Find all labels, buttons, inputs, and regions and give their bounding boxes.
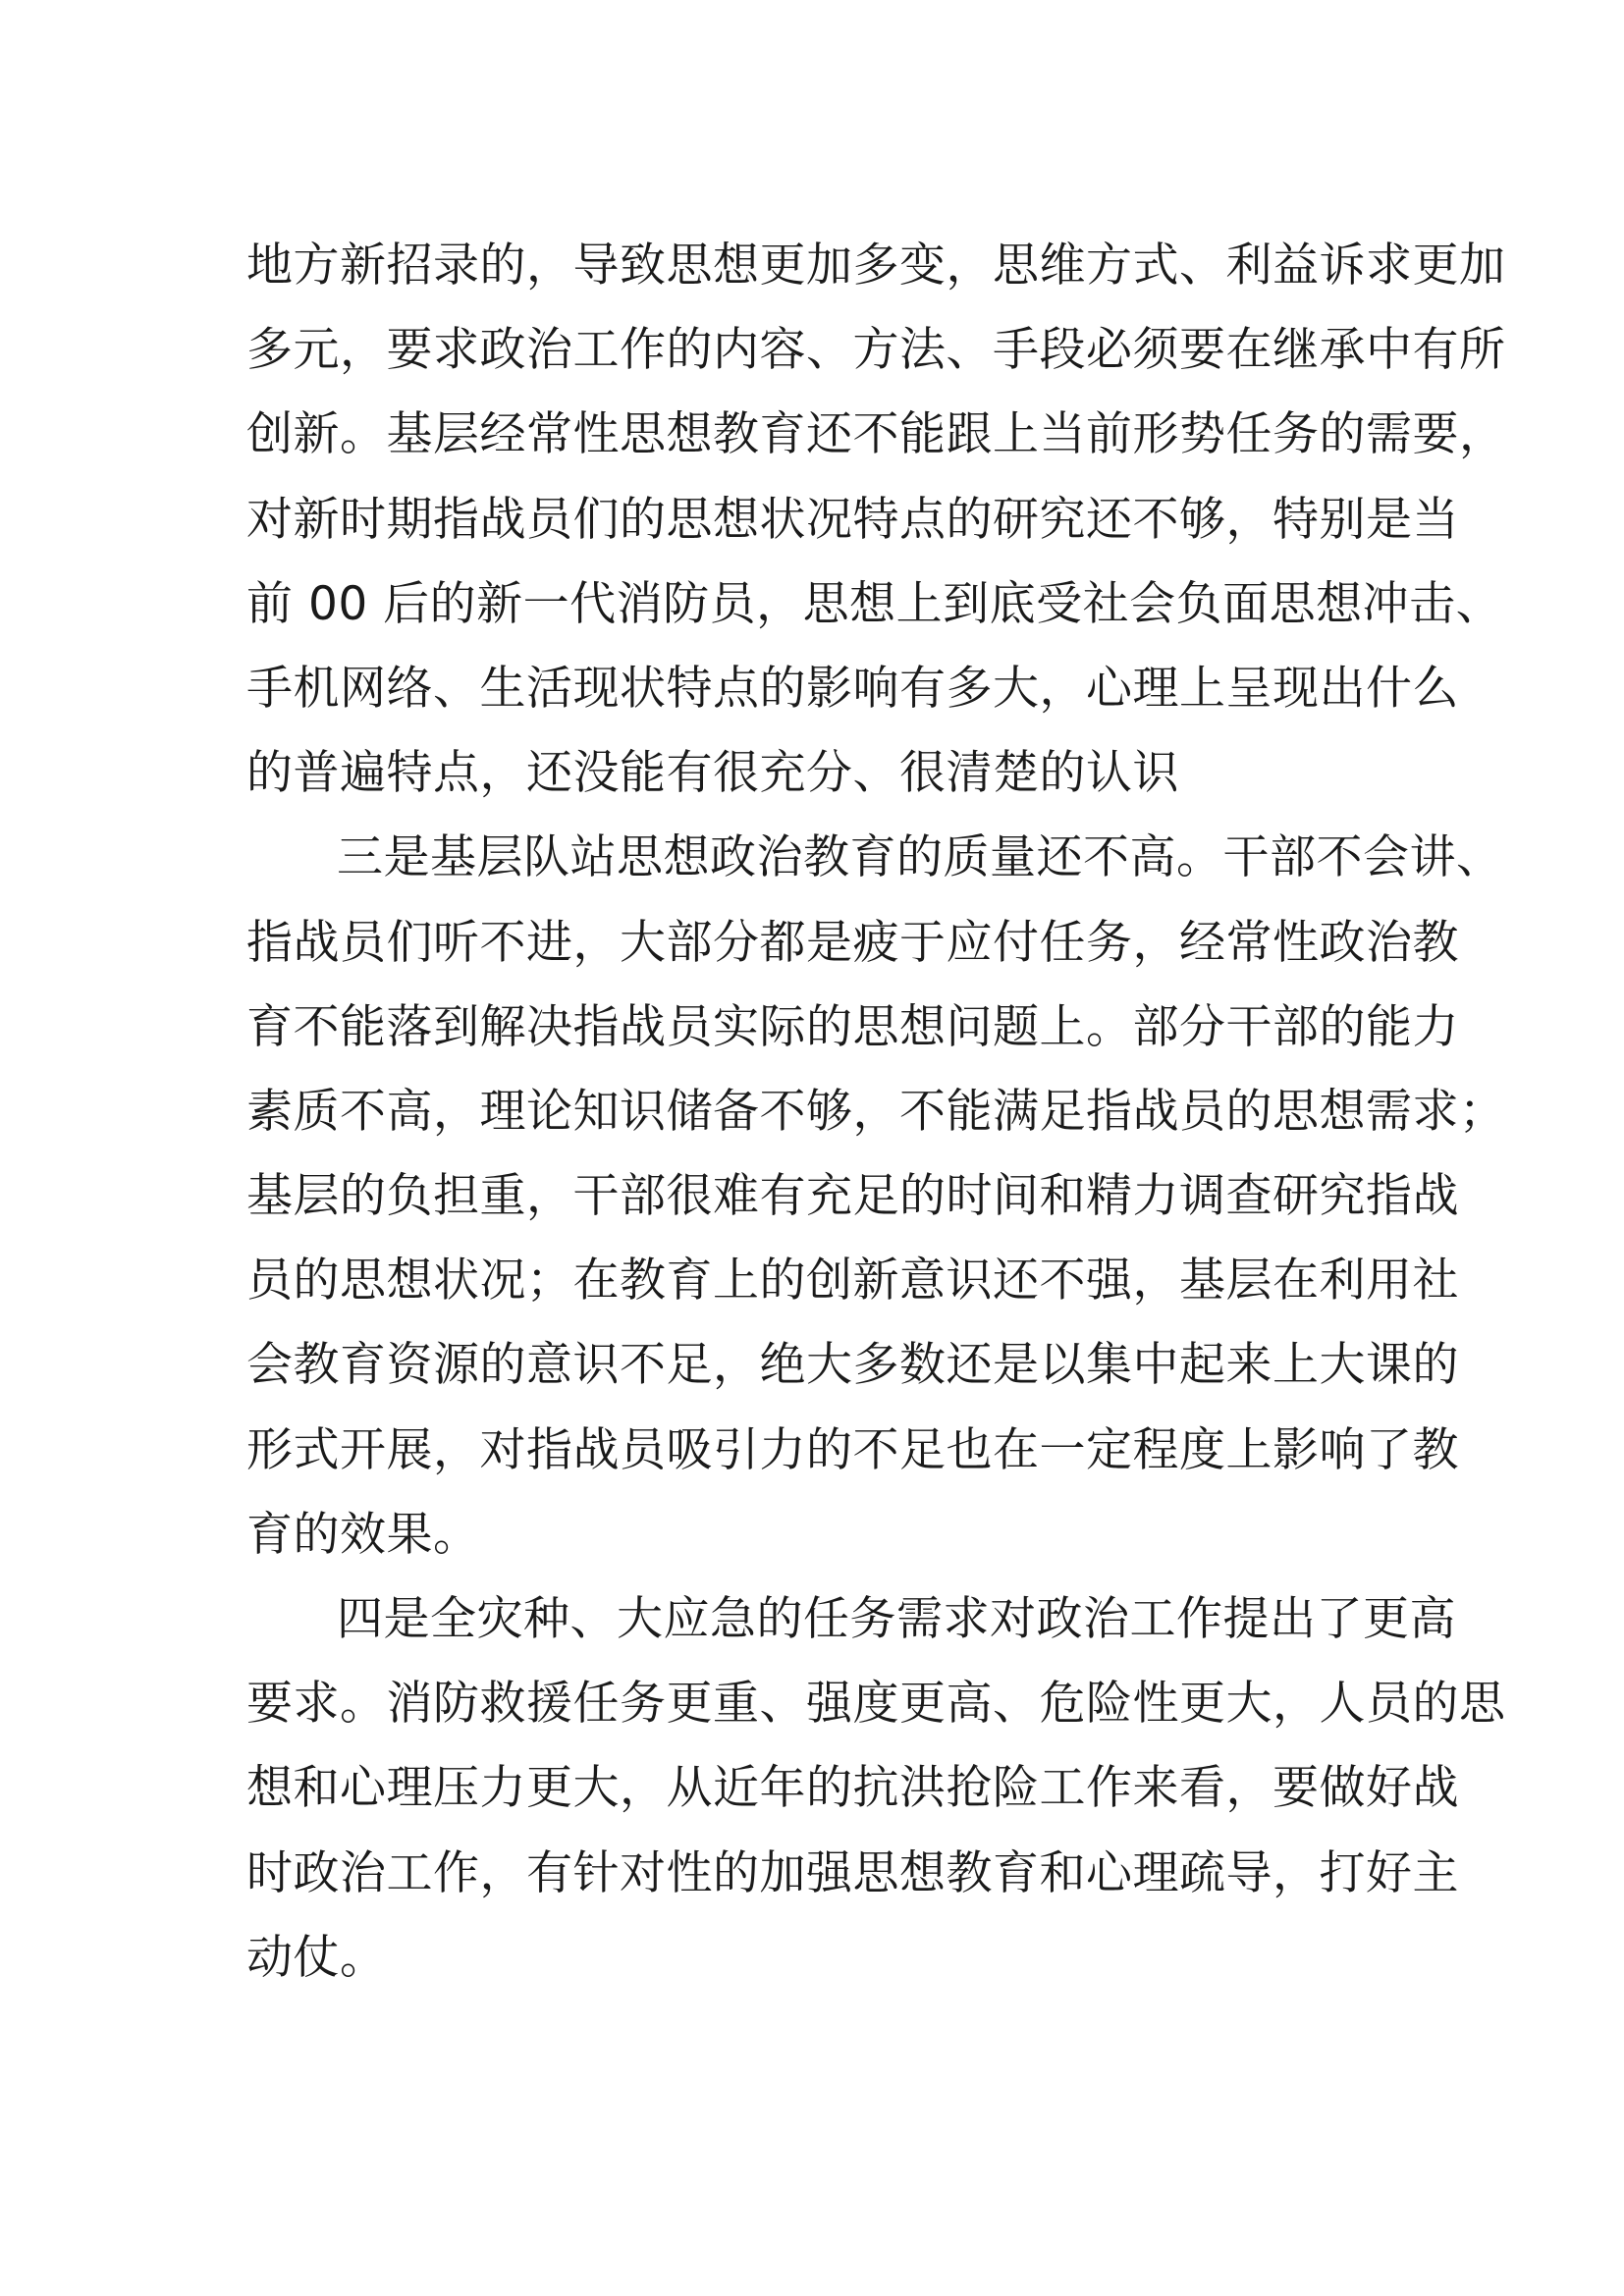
text-line: 基层的负担重，干部很难有充足的时间和精力调查研究指战 [246, 1169, 1459, 1224]
text-line: 创新。基层经常性思想教育还不能跟上当前形势任务的需要， [246, 407, 1506, 462]
text-line: 育的效果。 [246, 1507, 480, 1562]
text-line: 指战员们听不进，大部分都是疲于应付任务，经常性政治教 [246, 915, 1459, 970]
text-line: 时政治工作，有针对性的加强思想教育和心理疏导，打好主 [246, 1845, 1459, 1900]
text-line: 手机网络、生活现状特点的影响有多大，心理上呈现出什么 [246, 661, 1459, 716]
text-line: 对新时期指战员们的思想状况特点的研究还不够，特别是当 [246, 492, 1459, 547]
text-line: 想和心理压力更大，从近年的抗洪抢险工作来看，要做好战 [246, 1761, 1459, 1816]
text-line: 会教育资源的意识不足，绝大多数还是以集中起来上大课的 [246, 1338, 1459, 1393]
paragraph-start-line: 四是全灾种、大应急的任务需求对政治工作提出了更高 [337, 1592, 1456, 1646]
text-line: 育不能落到解决指战员实际的思想问题上。部分干部的能力 [246, 999, 1459, 1054]
text-line: 员的思想状况；在教育上的创新意识还不强，基层在利用社 [246, 1254, 1459, 1308]
text-line: 多元，要求政治工作的内容、方法、手段必须要在继承中有所 [246, 323, 1506, 378]
text-line: 形式开展，对指战员吸引力的不足也在一定程度上影响了教 [246, 1422, 1459, 1477]
text-line: 地方新招录的，导致思想更加多变，思维方式、利益诉求更加 [246, 239, 1506, 293]
text-line: 动仗。 [246, 1930, 387, 1985]
paragraph-start-line: 三是基层队站思想政治教育的质量还不高。干部不会讲、 [337, 830, 1503, 885]
text-line: 素质不高，理论知识储备不够，不能满足指战员的思想需求； [246, 1084, 1506, 1139]
text-line: 的普遍特点，还没能有很充分、很清楚的认识 [246, 746, 1179, 801]
text-line: 要求。消防救援任务更重、强度更高、危险性更大，人员的思 [246, 1677, 1506, 1732]
body-text [246, 224, 1506, 2001]
text-line: 前 00 后的新一代消防员，思想上到底受社会负面思想冲击、 [246, 576, 1503, 631]
